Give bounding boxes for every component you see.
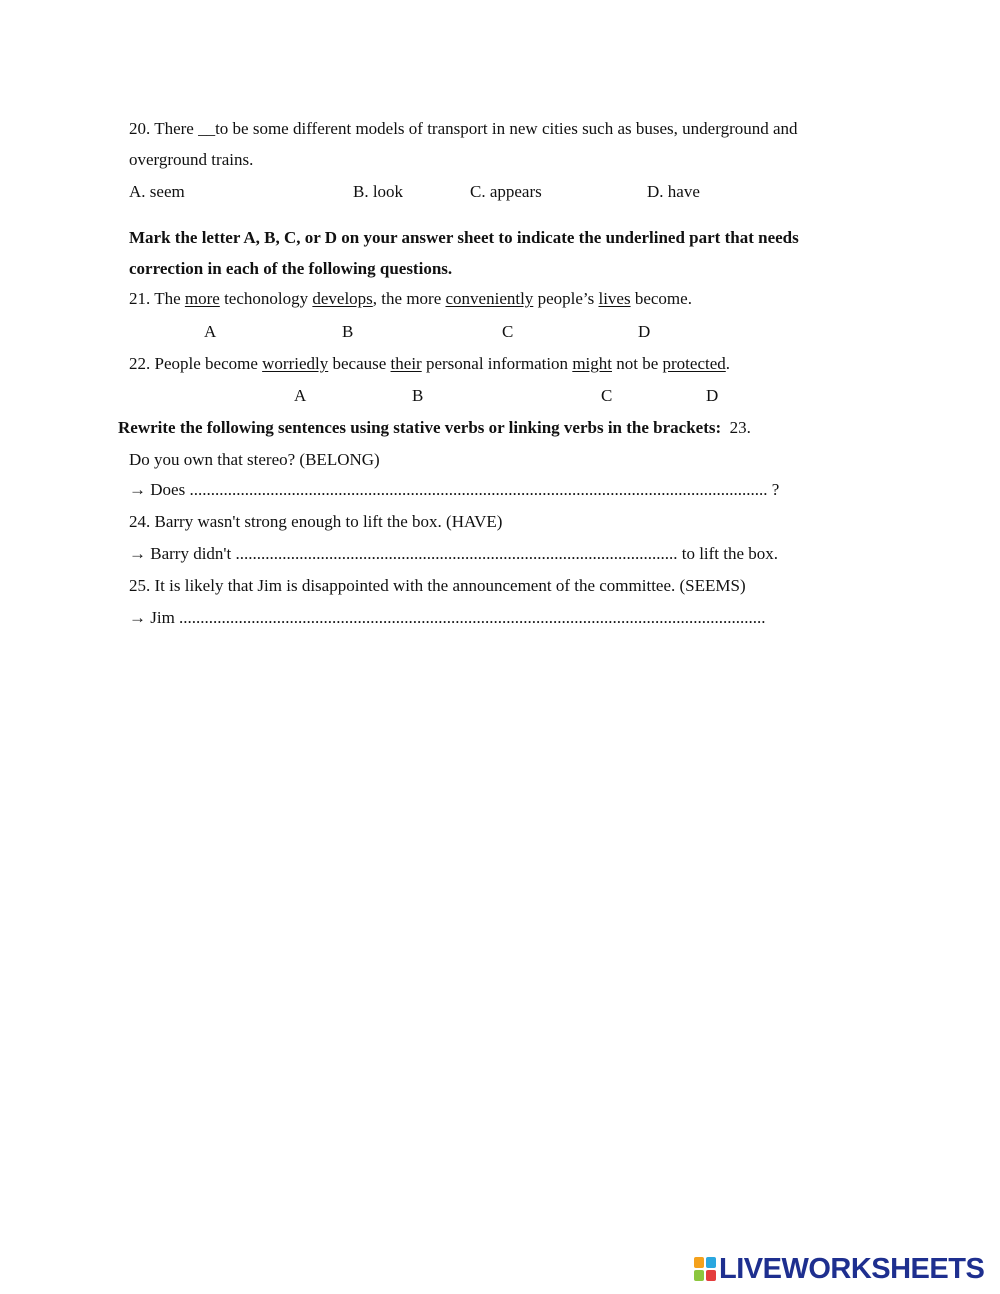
q21-sentence bbox=[129, 289, 692, 309]
q22-underlined-b: their bbox=[390, 354, 422, 373]
q21-label-d: D bbox=[638, 322, 651, 341]
arrow-icon: → bbox=[129, 608, 146, 627]
rewrite-instruction-line bbox=[118, 418, 751, 438]
q23-number: 23. bbox=[729, 418, 751, 437]
q21-text: , the more bbox=[372, 289, 446, 308]
q22-text: not be bbox=[611, 354, 663, 373]
q20-line1: 20. There __to be some different models of transport in new cities such as buses, underground and bbox=[129, 119, 798, 138]
logo-text: LIVEWORKSHEETS bbox=[719, 1253, 985, 1285]
arrow-icon: → bbox=[129, 544, 146, 563]
q22-underlined-c: might bbox=[572, 354, 612, 373]
liveworksheets-logo bbox=[694, 1253, 984, 1285]
q22-label-d: D bbox=[706, 386, 719, 405]
arrow-icon: → bbox=[129, 480, 146, 499]
q23-answer-line bbox=[129, 480, 779, 500]
q22-text: . bbox=[725, 354, 731, 373]
q25-answer: Jim .......................................................................................................................................... bbox=[150, 608, 766, 627]
q21-label-a: A bbox=[204, 322, 217, 341]
q21-text: people’s bbox=[533, 289, 599, 308]
q25-answer-line bbox=[129, 608, 766, 628]
q21-underlined-a: more bbox=[184, 289, 220, 308]
q21-text: techonology bbox=[219, 289, 313, 308]
q20-option-c: C. appears bbox=[470, 182, 542, 201]
error-instruction-line2: correction in each of the following questions. bbox=[129, 259, 453, 278]
q20-line2: overground trains. bbox=[129, 150, 254, 169]
q24-answer-line bbox=[129, 544, 778, 564]
logo-tiles-icon bbox=[694, 1257, 716, 1281]
q21-text: become. bbox=[630, 289, 692, 308]
q22-text: personal information bbox=[421, 354, 573, 373]
error-instruction-line1: Mark the letter A, B, C, or D on your answer sheet to indicate the underlined part that needs bbox=[129, 228, 799, 247]
q20-option-a: A. seem bbox=[129, 182, 185, 201]
q22-text: 22. People become bbox=[129, 354, 263, 373]
q21-underlined-d: lives bbox=[598, 289, 631, 308]
q20-option-d: D. have bbox=[647, 182, 700, 201]
q22-label-c: C bbox=[601, 386, 613, 405]
q20-option-b: B. look bbox=[353, 182, 404, 201]
q24-answer: Barry didn't ........................................................................................................ to lift the box. bbox=[150, 544, 779, 563]
rewrite-instruction: Rewrite the following sentences using stative verbs or linking verbs in the brackets: bbox=[118, 418, 722, 437]
q21-underlined-b: develops bbox=[312, 289, 373, 308]
q22-label-b: B bbox=[412, 386, 424, 405]
q21-underlined-c: conveniently bbox=[445, 289, 534, 308]
q22-text: because bbox=[328, 354, 391, 373]
q22-sentence bbox=[129, 354, 730, 374]
q22-underlined-a: worriedly bbox=[262, 354, 329, 373]
q22-label-a: A bbox=[294, 386, 307, 405]
q24-text: 24. Barry wasn't strong enough to lift the box. (HAVE) bbox=[129, 512, 503, 531]
q22-underlined-d: protected bbox=[662, 354, 726, 373]
q25-text: 25. It is likely that Jim is disappointed with the announcement of the committee. (SEEMS) bbox=[129, 576, 746, 595]
q23-text: Do you own that stereo? (BELONG) bbox=[129, 450, 380, 469]
q21-label-b: B bbox=[342, 322, 354, 341]
q23-answer: Does ........................................................................................................................................ ? bbox=[150, 480, 780, 499]
q21-label-c: C bbox=[502, 322, 514, 341]
q21-text: 21. The bbox=[129, 289, 185, 308]
